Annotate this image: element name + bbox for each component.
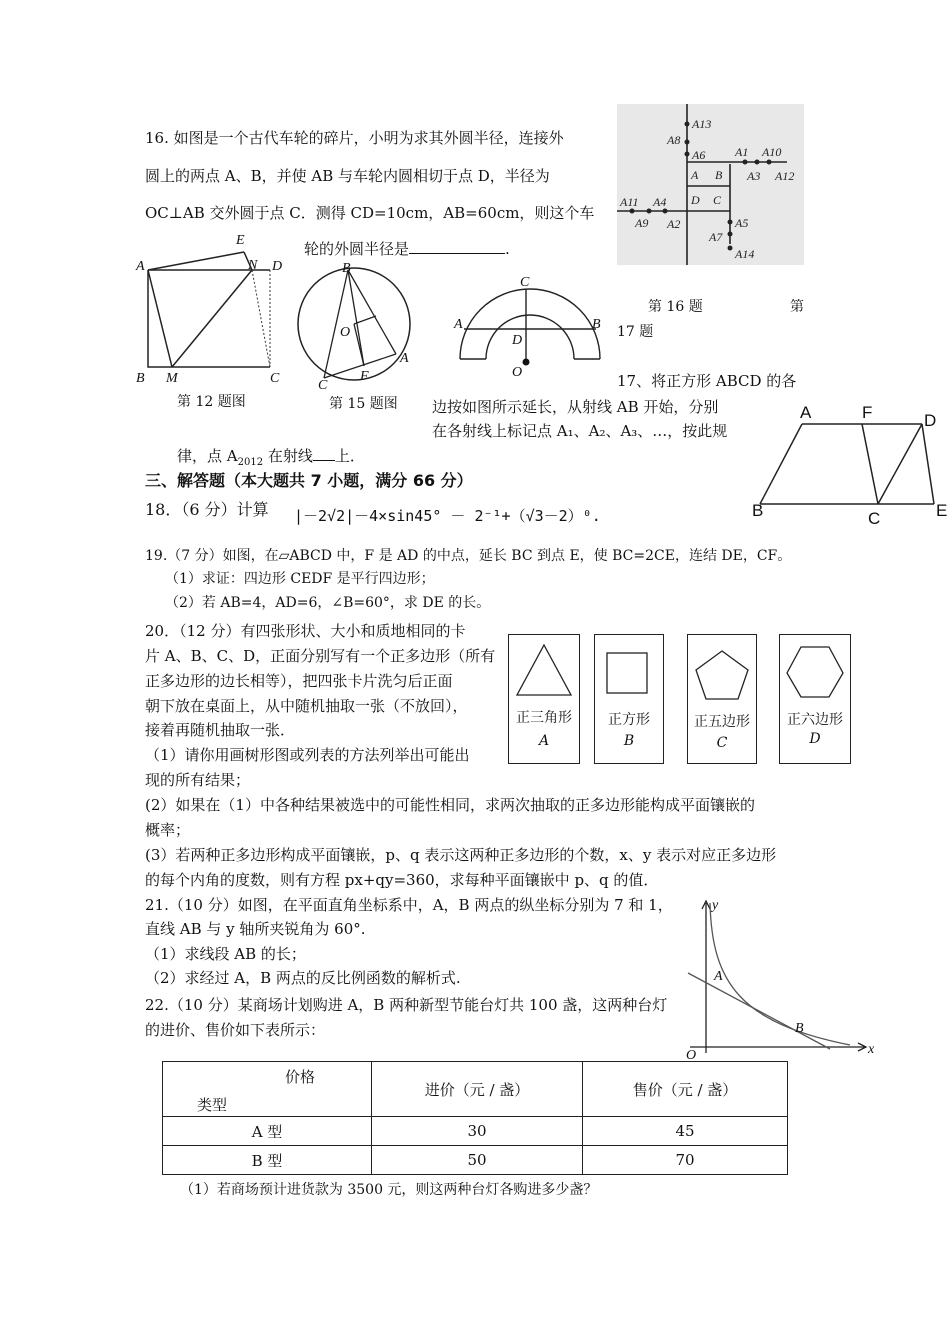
fig17-caption-a: 第 [790, 299, 804, 315]
fig17-diagram [617, 104, 804, 265]
q21-line3: （1）求线段 AB 的长； [145, 945, 306, 963]
fig19-label-F: F [862, 403, 873, 422]
fig17-label-A3: A3 [747, 169, 761, 183]
table-corner-price: 价格 [285, 1068, 316, 1086]
fig16-label-A: A [454, 317, 463, 332]
table-cell-cost: 50 [372, 1146, 583, 1175]
table-corner-type: 类型 [197, 1096, 228, 1114]
card-b [594, 634, 664, 764]
q22-sub1: （1）若商场预计进货款为 3500 元，则这两种台灯各购进多少盏？ [180, 1182, 598, 1198]
fig17-label-A12: A12 [775, 169, 795, 183]
fig17-label-A7: A7 [709, 230, 723, 244]
table-cell-price: 70 [583, 1146, 788, 1175]
table-cell-type: B 型 [163, 1146, 372, 1175]
pentagon-shape [692, 645, 752, 705]
fig17-label-A11: A11 [620, 195, 639, 209]
fig16-caption: 第 16 题 [648, 299, 703, 315]
q16-line4 [304, 239, 510, 259]
q17-line4 [177, 446, 365, 473]
q16-line1: 16. 如图是一个古代车轮的碎片，小明为求其外圆半径，连接外 [145, 129, 564, 147]
table-row [163, 1146, 788, 1175]
q16-line2: 圆上的两点 A、B，并使 AB 与车轮内圆相切于点 D，半径为 [145, 167, 550, 185]
q20-line6: （1）请你用画树形图或列表的方法列举出可能出 [145, 746, 470, 764]
q20-line7: 现的所有结果； [145, 771, 251, 789]
fig15-caption: 第 15 题图 [329, 396, 398, 412]
fig17-label-B: B [715, 168, 723, 182]
q20-line8: (2）如果在（1）中各种结果被选中的可能性相同，求两次抽取的正多边形能构成平面镶嵌的 [145, 796, 755, 814]
q19-line2: （1）求证：四边形 CEDF 是平行四边形； [165, 571, 435, 587]
fig17-label-A10: A10 [762, 145, 782, 159]
fig12-label-C: C [270, 371, 280, 386]
q17-answer-blank [313, 446, 335, 461]
fig21-label-y: y [712, 898, 719, 913]
fig17-label-A8: A8 [667, 133, 681, 147]
q17-line4-post: 上． [334, 447, 365, 465]
square-shape [603, 649, 653, 699]
fig16-label-O: O [512, 365, 523, 379]
fig19-label-C: C [868, 509, 881, 528]
card-d-name: 正六边形 [787, 712, 843, 728]
fig17-label-D: D [691, 193, 700, 207]
q20-line10: (3）若两种正多边形构成平面镶嵌，p、q 表示这两种正多边形的个数，x、y 表示对应正多边形 [145, 846, 777, 864]
q17-line2: 边按如图所示延长，从射线 AB 开始，分别 [432, 398, 719, 416]
q17-line1: 17、将正方形 ABCD 的各 [617, 372, 797, 390]
q17-line4-sub: 2012 [237, 457, 264, 468]
q20-line5: 接着再随机抽取一张． [145, 721, 296, 739]
fig15-diagram [296, 258, 421, 390]
fig21-graph [680, 893, 880, 1063]
q16-line3: OC⊥AB 交外圆于点 C．测得 CD=10cm，AB=60cm，则这个车 [145, 204, 595, 222]
fig16-label-B: B [592, 317, 601, 332]
table-header-price: 售价（元 / 盏） [583, 1062, 788, 1117]
fig16-label-C: C [520, 275, 530, 290]
table-corner-cell [163, 1062, 372, 1117]
q21-line4: （2）求经过 A，B 两点的反比例函数的解析式. [145, 969, 461, 987]
q20-line4: 朝下放在桌面上，从中随机抽取一张（不放回）， [145, 697, 468, 715]
fig16-diagram [452, 274, 607, 379]
q17-line4-mid: 在射线 [263, 447, 313, 465]
fig17-caption-b: 17 题 [617, 324, 654, 340]
q18-expression: |－2√2|－4×sin45° － 2⁻¹+（√3－2）⁰. [294, 507, 601, 525]
fig17-label-A2: A2 [667, 217, 681, 231]
card-d-letter: D [809, 731, 821, 747]
fig21-label-B: B [795, 1021, 804, 1036]
table-cell-price: 45 [583, 1117, 788, 1146]
card-b-letter: B [623, 733, 635, 749]
fig17-label-A13: A13 [692, 117, 712, 131]
fig12-caption: 第 12 题图 [177, 394, 246, 410]
fig15-label-O: O [340, 325, 351, 340]
q20-line3: 正多边形的边长相等），把四张卡片洗匀后正面 [145, 672, 453, 690]
fig12-label-A: A [136, 259, 145, 274]
fig12-label-N: N [248, 258, 258, 273]
fig15-label-B: B [342, 261, 351, 276]
fig17-label-A5: A5 [735, 216, 749, 230]
fig21-label-O: O [686, 1048, 697, 1063]
q20-line2: 片 A、B、C、D，正面分别写有一个正多边形（所有 [145, 647, 496, 665]
q20-line9: 概率； [145, 821, 191, 839]
fig12-label-B: B [136, 371, 145, 386]
fig16-label-D: D [512, 333, 523, 348]
fig17-label-A4: A4 [653, 195, 667, 209]
q21-line1: 21.（10 分）如图，在平面直角坐标系中，A，B 两点的纵坐标分别为 7 和 1， [145, 896, 673, 914]
price-table [162, 1061, 788, 1175]
q18-label: 18．（6 分）计算 [145, 500, 269, 519]
fig15-label-F: F [360, 369, 369, 384]
fig12-label-M: M [166, 371, 178, 386]
fig19-label-E: E [936, 501, 948, 520]
hexagon-shape [784, 641, 846, 701]
q19-line1: 19.（7 分）如图，在▱ABCD 中，F 是 AD 的中点，延长 BC 到点 E，使 BC=2CE，连结 DE，CF。 [145, 548, 792, 564]
card-c-letter: C [716, 735, 728, 751]
fig17-label-A1: A1 [735, 145, 749, 159]
card-c [687, 634, 757, 764]
table-cell-type: A 型 [163, 1117, 372, 1146]
card-c-name: 正五边形 [694, 714, 750, 730]
fig12-diagram [132, 232, 292, 387]
fig12-label-D: D [272, 259, 283, 274]
fig15-label-A: A [400, 351, 409, 366]
fig21-label-x: x [868, 1042, 875, 1057]
table-cell-cost: 30 [372, 1117, 583, 1146]
q16-answer-blank [409, 239, 505, 254]
section3-heading: 三、解答题（本大题共 7 小题，满分 66 分） [145, 471, 473, 490]
q22-line1: 22.（10 分）某商场计划购进 A，B 两种新型节能台灯共 100 盏，这两种台灯 [145, 996, 668, 1014]
fig19-label-B: B [752, 501, 764, 520]
card-a [508, 634, 580, 764]
fig15-label-C: C [318, 378, 328, 390]
card-d [779, 634, 851, 764]
q20-line11: 的每个内角的度数，则有方程 px+qy=360，求每种平面镶嵌中 p、q 的值． [145, 871, 659, 889]
q22-line2: 的进价、售价如下表所示： [145, 1021, 326, 1039]
fig19-diagram [750, 398, 948, 530]
card-a-letter: A [538, 733, 550, 749]
q16-line4-post: . [505, 240, 510, 258]
card-a-name: 正三角形 [516, 710, 572, 726]
fig17-label-A9: A9 [635, 216, 649, 230]
q17-line3: 在各射线上标记点 A₁、A₂、A₃、…，按此规 [432, 422, 728, 440]
fig21-label-A: A [714, 969, 723, 984]
card-b-name: 正方形 [608, 712, 650, 728]
q19-line3: （2）若 AB=4，AD=6，∠B=60°，求 DE 的长。 [165, 595, 491, 611]
fig17-label-A: A [691, 168, 699, 182]
q21-line2: 直线 AB 与 y 轴所夹锐角为 60°. [145, 920, 366, 938]
fig17-label-C: C [713, 193, 722, 207]
fig12-label-E: E [236, 233, 245, 248]
fig17-label-A6: A6 [692, 148, 706, 162]
triangle-shape [513, 641, 575, 701]
q16-line4-pre: 轮的外圆半径是 [304, 240, 410, 258]
fig19-label-A: A [800, 403, 812, 422]
fig19-label-D: D [924, 411, 937, 430]
table-header-cost: 进价（元 / 盏） [372, 1062, 583, 1117]
fig17-photo [617, 104, 804, 265]
q20-line1: 20．（12 分）有四张形状、大小和质地相同的卡 [145, 622, 466, 640]
table-row [163, 1117, 788, 1146]
fig17-label-A14: A14 [735, 247, 755, 261]
q17-line4-pre: 律，点 A [177, 447, 238, 465]
